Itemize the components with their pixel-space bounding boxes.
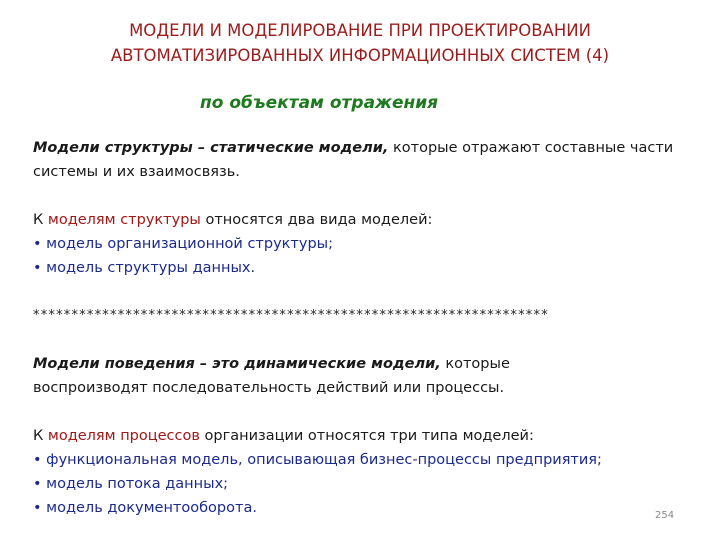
behavior-def-text-1: которые [440, 356, 510, 372]
structure-intro-prefix: К [33, 212, 48, 228]
structure-definition-line-2: системы и их взаимосвязь. [33, 164, 240, 180]
bullet-icon: • [33, 500, 42, 516]
title-line-1: МОДЕЛИ И МОДЕЛИРОВАНИЕ ПРИ ПРОЕКТИРОВАНИИ [129, 21, 591, 40]
slide-title [20, 18, 700, 68]
structure-intro [33, 208, 720, 232]
spacer [33, 280, 720, 304]
list-item [33, 448, 720, 472]
list-item [33, 496, 720, 520]
bullet-icon: • [33, 260, 42, 276]
list-item [33, 256, 720, 280]
behavior-intro [33, 424, 720, 448]
behavior-definition-line-2: воспроизводят последовательность действий или процессы. [33, 380, 505, 396]
bullet-icon: • [33, 476, 42, 492]
list-item-text: модель организационной структуры; [46, 236, 333, 252]
structure-intro-suffix: относятся два вида моделей: [200, 212, 433, 228]
structure-definition-line-1 [33, 136, 720, 160]
spacer [33, 400, 720, 424]
slide-subtitle: по объектам отражения [200, 93, 439, 113]
title-line-2: АВТОМАТИЗИРОВАННЫХ ИНФОРМАЦИОННЫХ СИСТЕМ (4) [110, 46, 610, 65]
structure-intro-highlight: моделям структуры [47, 212, 201, 228]
structure-term: Модели структуры – статические модели, [33, 140, 389, 156]
bullet-icon: • [33, 452, 42, 468]
behavior-intro-suffix: организации относятся три типа моделей: [199, 428, 534, 444]
spacer [33, 328, 720, 352]
list-item [33, 472, 720, 496]
behavior-intro-highlight: моделям процессов [47, 428, 200, 444]
list-item-text: функциональная модель, описывающая бизнес-процессы предприятия; [46, 452, 602, 468]
list-item-text: модель потока данных; [46, 476, 229, 492]
behavior-definition-line-1 [33, 352, 720, 376]
behavior-intro-prefix: К [33, 428, 48, 444]
bullet-icon: • [33, 236, 42, 252]
structure-def-text-1: которые отражают составные части [388, 140, 674, 156]
separator: ******************************************************************* [33, 308, 549, 323]
list-item-text: модель документооборота. [46, 500, 257, 516]
behavior-term: Модели поведения – это динамические модели, [33, 356, 441, 372]
list-item [33, 232, 720, 256]
spacer [33, 184, 720, 208]
list-item-text: модель структуры данных. [46, 260, 256, 276]
slide-body [33, 136, 720, 520]
page-number: 254 [655, 510, 675, 521]
